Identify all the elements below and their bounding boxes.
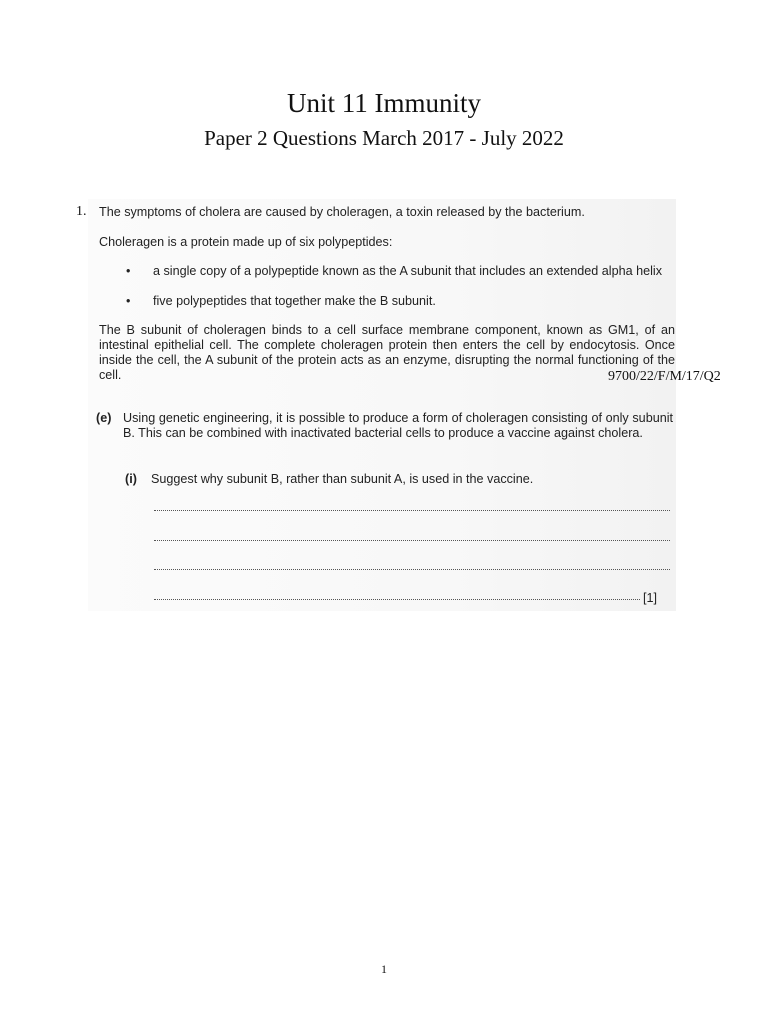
answer-line[interactable] (154, 539, 670, 541)
subpart-question: Suggest why subunit B, rather than subunit A, is used in the vaccine. (151, 472, 534, 486)
paper-reference: 9700/22/F/M/17/Q2 (608, 369, 721, 384)
subpart-label: (i) (125, 472, 137, 486)
question-intro: The symptoms of cholera are caused by choleragen, a toxin released by the bacterium. (99, 205, 585, 219)
marks-indicator: [1] (643, 591, 658, 605)
bullet-symbol: • (126, 294, 131, 308)
protein-description: Choleragen is a protein made up of six polypeptides: (99, 235, 393, 249)
bullet-symbol: • (126, 264, 131, 278)
scanned-question-region (88, 199, 721, 611)
bullet-item-a-subunit: a single copy of a polypeptide known as the A subunit that includes an extended alpha helix (153, 264, 663, 278)
binding-description: The B subunit of choleragen binds to a cell surface membrane component, known as GM1, of an intestinal epithelial cell. The complete choleragen protein then enters the cell by endocytosis. Once inside the cell, the A subunit of the protein acts as an enzyme, disrupting the normal functioning of the cell. (99, 323, 675, 382)
bullet-item-b-subunit: five polypeptides that together make the B subunit. (153, 294, 436, 308)
question-number: 1. (76, 204, 87, 219)
answer-line[interactable] (154, 568, 670, 570)
part-label: (e) (96, 411, 112, 425)
answer-line[interactable] (154, 598, 640, 600)
part-text: Using genetic engineering, it is possible to produce a form of choleragen consisting of only subunit B. This can be combined with inactivated bacterial cells to produce a vaccine against cholera. (123, 411, 673, 440)
page-number: 1 (381, 962, 387, 976)
page-title: Unit 11 Immunity (287, 88, 481, 118)
page-subtitle: Paper 2 Questions March 2017 - July 2022 (204, 126, 564, 150)
answer-line[interactable] (154, 509, 670, 511)
